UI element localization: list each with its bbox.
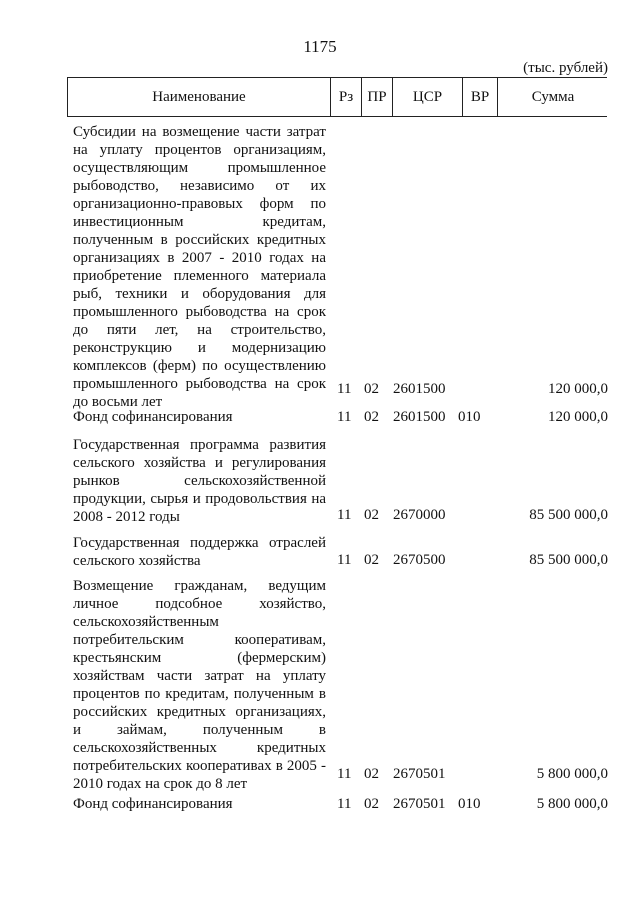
row-sum: 5 800 000,0 xyxy=(536,766,608,782)
table-row xyxy=(0,534,640,570)
row-rz: 11 xyxy=(337,796,352,812)
row-rz: 11 xyxy=(337,409,352,425)
column-header-rz: Рз xyxy=(331,78,362,116)
row-vr: 010 xyxy=(458,796,481,812)
row-rz: 11 xyxy=(337,507,352,523)
row-csr: 2670000 xyxy=(393,507,446,523)
row-name: Фонд софинансирования xyxy=(73,796,233,812)
row-name: Фонд софинансирования xyxy=(73,409,233,425)
table-header xyxy=(67,77,607,117)
row-vr: 010 xyxy=(458,409,481,425)
row-rz: 11 xyxy=(337,552,352,568)
row-csr: 2601500 xyxy=(393,409,446,425)
row-rz: 11 xyxy=(337,381,352,397)
row-csr: 2670501 xyxy=(393,796,446,812)
table-row xyxy=(0,436,640,526)
column-header-pr: ПР xyxy=(362,78,393,116)
row-pr: 02 xyxy=(364,507,379,523)
row-csr: 2670500 xyxy=(393,552,446,568)
units-label: (тыс. рублей) xyxy=(523,60,608,76)
row-sum: 120 000,0 xyxy=(548,409,608,425)
table-row xyxy=(0,577,640,792)
row-name: Возмещение гражданам, ведущим личное подсобное хозяйство, сельскохозяйственным потребительским кооперативам, крестьянским (фермерским) хозяйствам части затрат на уплату процентов по кредитам, полученным в российских кредитных организациях, и займам, полученным в сельскохозяйственных кредитных потребительских кооперативах в 2005 - 2010 годах на срок до 8 лет xyxy=(73,578,326,792)
row-name: Государственная поддержка отраслей сельского хозяйства xyxy=(73,535,326,569)
row-rz: 11 xyxy=(337,766,352,782)
table-row xyxy=(0,408,640,428)
row-csr: 2670501 xyxy=(393,766,446,782)
row-pr: 02 xyxy=(364,409,379,425)
row-sum: 120 000,0 xyxy=(548,381,608,397)
row-name: Государственная программа развития сельского хозяйства и регулирования рынков сельскохозяйственной продукции, сырья и продовольствия на 2008 - 2012 годы xyxy=(73,437,326,525)
row-pr: 02 xyxy=(364,552,379,568)
column-header-vr: ВР xyxy=(463,78,498,116)
row-sum: 85 500 000,0 xyxy=(529,552,608,568)
page-number: 1175 xyxy=(303,37,337,56)
column-header-sum: Сумма xyxy=(531,88,575,105)
table-row xyxy=(0,795,640,815)
row-pr: 02 xyxy=(364,766,379,782)
row-name: Субсидии на возмещение части затрат на уплату процентов организациям, осуществляющим промышленное рыбоводство, независимо от их организационно-правовых форм по инвестиционным кредитам, полученным в российских кредитных организациях в 2007 - 2010 годах на приобретение племенного материала рыб, техники и оборудования для промышленного рыбоводства на срок до пяти лет, на строительство, реконструкцию и модернизацию комплексов (ферм) по осуществлению промышленного рыбоводства на срок до восьми лет xyxy=(73,124,326,410)
row-pr: 02 xyxy=(364,796,379,812)
row-sum: 5 800 000,0 xyxy=(536,796,608,812)
table-row xyxy=(0,123,640,410)
column-header-csr: ЦСР xyxy=(393,78,463,116)
row-sum: 85 500 000,0 xyxy=(529,507,608,523)
column-header-name: Наименование xyxy=(68,78,331,116)
row-csr: 2601500 xyxy=(393,381,446,397)
row-pr: 02 xyxy=(364,381,379,397)
